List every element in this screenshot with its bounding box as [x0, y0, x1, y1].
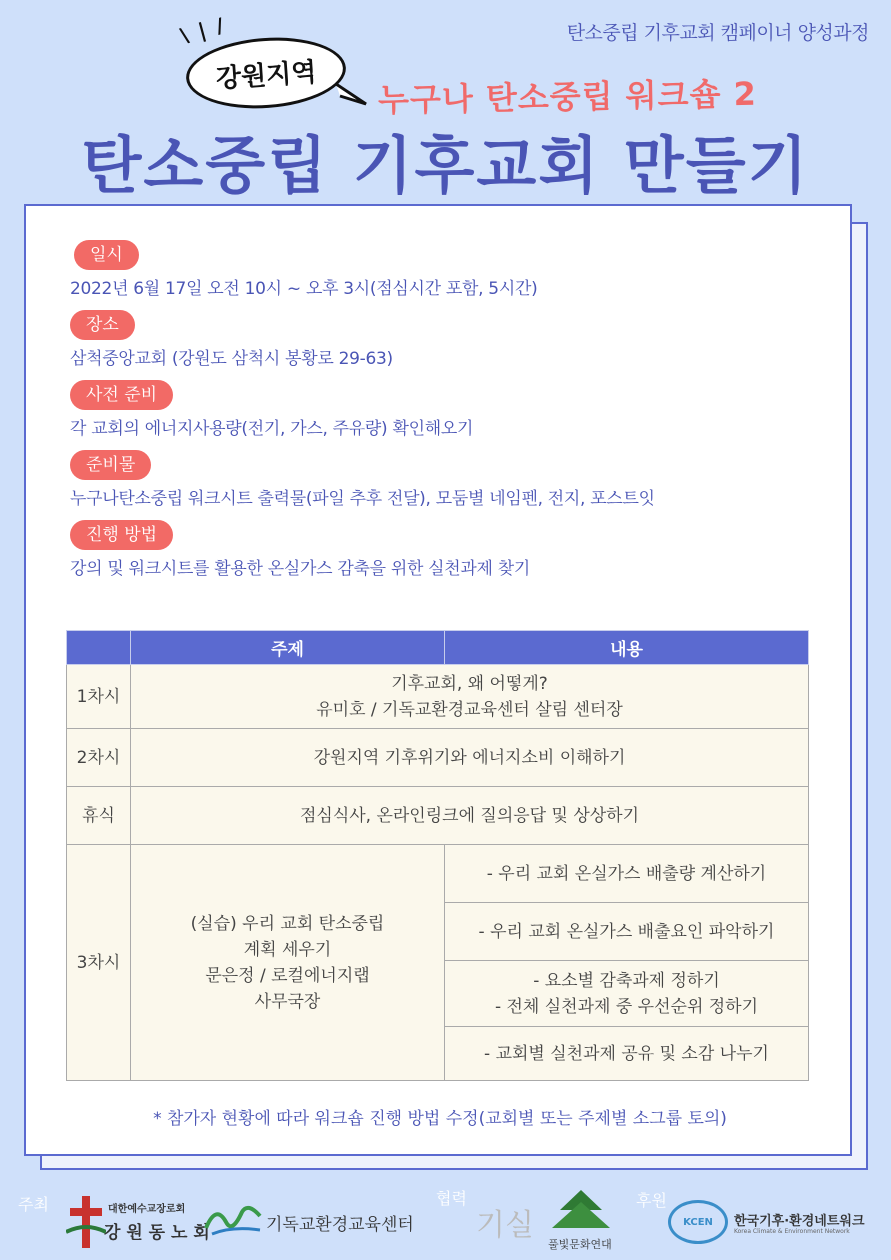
- method-text: 강의 및 워크시트를 활용한 온실가스 감축을 위한 실천과제 찾기: [70, 559, 531, 579]
- speaker-line: 사무국장: [254, 991, 321, 1012]
- speaker-line: 문은정 / 로컬에너지랩: [205, 965, 370, 986]
- schedule-table: [66, 630, 809, 1081]
- info-list: [70, 240, 830, 590]
- sponsor-logo-name: 한국기후·환경네트워크: [734, 1214, 865, 1229]
- kcen-logo-icon: [668, 1200, 728, 1244]
- info-card: [24, 204, 852, 1156]
- workshop-subtitle: 누구나 탄소중립 워크숍 2: [377, 74, 758, 120]
- host-logo-org: 대한예수교장로회: [108, 1204, 186, 1215]
- content-cell: [445, 961, 809, 1027]
- content-line: - 요소별 감축과제 정하기: [533, 970, 720, 991]
- table-row: [67, 665, 809, 729]
- region-label: 강원지역: [184, 33, 348, 114]
- table-row: [67, 845, 809, 903]
- supplies-text: 누구나탄소중립 워크시트 출력물(파일 추후 전달), 모둠별 네임펜, 전지, 포스트잇: [70, 489, 655, 509]
- church-cross-logo-icon: [66, 1196, 106, 1248]
- region-speech-bubble: [177, 12, 376, 114]
- preparation-badge: 사전 준비: [70, 380, 173, 410]
- info-item-method: [70, 520, 830, 580]
- table-header-blank: [67, 631, 131, 665]
- content-line: - 전체 실천과제 중 우선순위 정하기: [494, 996, 759, 1017]
- coop-logo-2: 기실: [476, 1208, 534, 1243]
- content-cell: - 교회별 실천과제 공유 및 소감 나누기: [445, 1027, 809, 1081]
- kcen-logo-abbr: KCEN: [683, 1216, 713, 1228]
- bubble-tail-icon: [336, 78, 370, 108]
- education-center-logo-icon: [202, 1198, 266, 1238]
- place-badge: 장소: [70, 310, 135, 340]
- emphasis-marks-icon: \ | /: [177, 12, 229, 48]
- session-cell: 1차시: [67, 665, 131, 729]
- info-item-place: [70, 310, 830, 370]
- table-row: [67, 787, 809, 845]
- host-logo-name: 강 원 동 노 회: [104, 1223, 210, 1243]
- sponsor-logo-en: Korea Climate & Environment Network: [734, 1228, 850, 1235]
- page-title: 탄소중립 기후교회 만들기: [81, 129, 810, 202]
- session-cell: 3차시: [67, 845, 131, 1081]
- coop-logo-1: 기독교환경교육센터: [266, 1215, 414, 1235]
- table-header-topic: 주제: [131, 631, 445, 665]
- topic-line: (실습) 우리 교회 탄소중립: [190, 913, 385, 934]
- topic-cell: 점심식사, 온라인링크에 질의응답 및 상상하기: [131, 787, 809, 845]
- info-item-supplies: [70, 450, 830, 510]
- topic-cell: [131, 665, 809, 729]
- tree-logo-icon: [548, 1188, 614, 1234]
- topic-cell: [131, 845, 445, 1081]
- place-text: 삼척중앙교회 (강원도 삼척시 봉황로 29-63): [70, 349, 393, 369]
- session-cell: 2차시: [67, 729, 131, 787]
- date-badge: 일시: [74, 240, 139, 270]
- table-header-content: 내용: [445, 631, 809, 665]
- table-header-row: [67, 631, 809, 665]
- topic-cell: 강원지역 기후위기와 에너지소비 이해하기: [131, 729, 809, 787]
- supplies-badge: 준비물: [70, 450, 151, 480]
- content-cell: - 우리 교회 온실가스 배출량 계산하기: [445, 845, 809, 903]
- coop-logo-3: 풀빛문화연대: [548, 1238, 612, 1251]
- host-label: 주최: [18, 1195, 49, 1214]
- coop-label: 협력: [436, 1189, 467, 1208]
- date-text: 2022년 6월 17일 오전 10시 ~ 오후 3시(점심시간 포함, 5시간): [70, 279, 538, 299]
- table-row: [67, 729, 809, 787]
- session-cell: 휴식: [67, 787, 131, 845]
- speaker-line: 유미호 / 기독교환경교육센터 살림 센터장: [316, 699, 623, 720]
- topic-line: 계획 세우기: [243, 939, 332, 960]
- sponsor-label: 후원: [636, 1191, 667, 1210]
- info-item-date: [70, 240, 830, 300]
- preparation-text: 각 교회의 에너지사용량(전기, 가스, 주유량) 확인해오기: [70, 419, 474, 439]
- content-cell: - 우리 교회 온실가스 배출요인 파악하기: [445, 903, 809, 961]
- info-item-preparation: [70, 380, 830, 440]
- campaign-caption: 탄소중립 기후교회 캠페이너 양성과정: [566, 22, 869, 44]
- topic-line: 기후교회, 왜 어떻게?: [391, 673, 548, 694]
- method-badge: 진행 방법: [70, 520, 173, 550]
- footnote: * 참가자 현황에 따라 워크숍 진행 방법 수정(교회별 또는 주제별 소그룹 토의): [153, 1109, 727, 1129]
- footer-sponsors: [0, 1180, 891, 1260]
